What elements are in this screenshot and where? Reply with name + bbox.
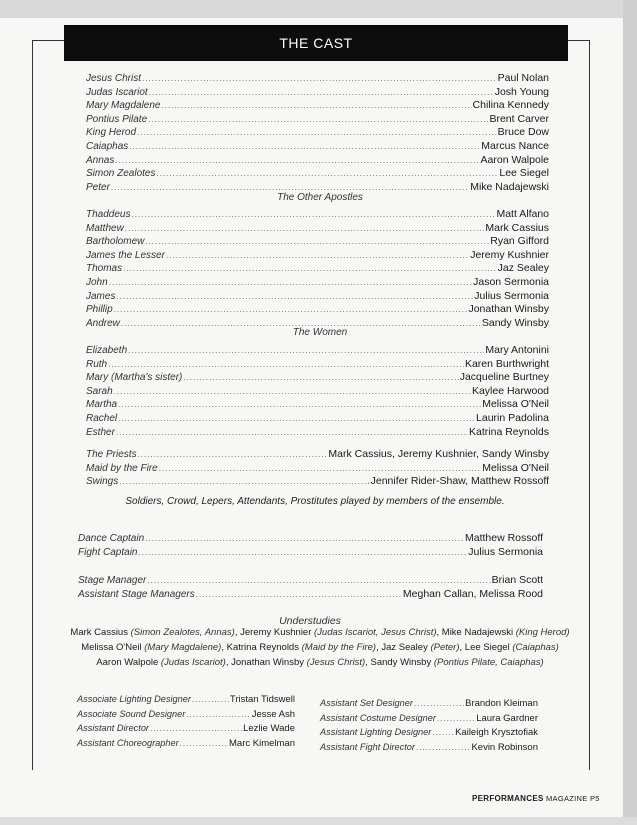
cast-row	[86, 167, 549, 180]
role-name: Assistant Fight Director	[320, 741, 415, 752]
cast-row	[86, 385, 549, 398]
cast-row	[86, 426, 549, 439]
dot-leader	[432, 726, 454, 739]
cast-row	[86, 86, 549, 99]
actor-name: Kaylee Harwood	[471, 384, 549, 397]
understudy-roles: (Pontius Pilate, Caiaphas)	[433, 657, 544, 668]
dot-leader	[116, 426, 468, 439]
understudy-roles: (Jesus Christ)	[306, 657, 366, 668]
cast-row	[86, 303, 549, 316]
actor-name: Mike Nadajewski	[470, 180, 549, 193]
actor-name: Jaz Sealey	[497, 262, 549, 275]
understudy-line: Mark Cassius (Simon Zealotes, Annas), Jeremy Kushnier (Judas Iscariot, Jesus Christ), Mike Nadajewski (King Herod)	[70, 627, 570, 638]
dot-leader	[142, 72, 497, 85]
understudy-roles: (Caiaphas)	[512, 642, 559, 653]
page-edge-bottom	[0, 817, 637, 825]
actor-name: Lee Siegel	[499, 167, 549, 180]
actor-name: Matthew Rossoff	[464, 532, 543, 544]
role-name: Assistant Set Designer	[320, 698, 413, 708]
cast-row	[86, 154, 549, 167]
dot-leader	[116, 290, 473, 303]
actor-name: Chilina Kennedy	[472, 99, 549, 112]
dot-leader	[145, 532, 464, 545]
understudy-name: Jonathan Winsby	[231, 657, 304, 668]
dot-leader	[159, 462, 482, 475]
role-name: Assistant Costume Designer	[320, 712, 436, 723]
actor-name: Marc Kimelman	[229, 737, 295, 749]
role-name: Thaddeus	[86, 209, 131, 220]
cast-row	[86, 475, 549, 488]
frame-border-top-right	[568, 40, 590, 41]
actor-name: Kaileigh Krysztofiak	[455, 727, 538, 738]
cast-row	[86, 398, 549, 411]
actor-name: Jeremy Kushnier	[470, 248, 549, 261]
dot-leader	[437, 712, 475, 725]
actor-name: Karen Burthwright	[464, 357, 549, 370]
dot-leader	[186, 708, 250, 721]
cast-row	[320, 741, 538, 754]
dot-leader	[414, 697, 464, 710]
dot-leader	[114, 385, 471, 398]
dot-leader	[150, 722, 242, 735]
understudy-roles: (King Herod)	[515, 627, 570, 638]
role-name: Bartholomew	[86, 236, 145, 248]
understudy-roles: (Mary Magdalene)	[144, 642, 222, 653]
women-heading: The Women	[292, 327, 348, 338]
cast-row	[86, 99, 549, 112]
dot-leader	[149, 86, 494, 99]
role-name: Associate Lighting Designer	[77, 694, 191, 704]
cast-row	[77, 722, 295, 735]
frame-border-top-left	[32, 40, 64, 41]
dot-leader	[118, 412, 475, 425]
actor-name: Josh Young	[494, 85, 549, 98]
actor-name: Laurin Padolina	[476, 412, 549, 424]
dot-leader	[137, 126, 497, 139]
actor-name: Marcus Nance	[481, 140, 549, 152]
role-name: Thomas	[86, 263, 123, 275]
role-name: Mary Magdalene	[86, 100, 161, 112]
cast-row	[78, 574, 543, 587]
role-name: Stage Manager	[78, 575, 147, 586]
cast-row	[86, 262, 549, 275]
cast-row	[320, 712, 538, 725]
actor-name: Mark Cassius	[485, 221, 549, 234]
dot-leader	[138, 448, 328, 461]
frame-border-left	[32, 40, 33, 770]
actor-name: Brent Carver	[489, 112, 549, 125]
actor-name: Tristan Tidswell	[229, 694, 295, 705]
dot-leader	[129, 140, 480, 153]
cast-row	[86, 222, 549, 235]
role-name: Fight Captain	[78, 546, 138, 558]
actor-name: Matt Alfano	[496, 208, 549, 220]
apostles-heading: The Other Apostles	[277, 192, 363, 203]
actor-name: Julius Sermonia	[474, 289, 549, 302]
understudy-name: Jaz Sealey	[381, 642, 428, 653]
cast-row	[86, 412, 549, 425]
role-name: Matthew	[86, 222, 124, 234]
understudy-name: Mark Cassius	[70, 627, 128, 638]
page-footer	[472, 794, 600, 803]
actor-name: Kevin Robinson	[471, 741, 538, 753]
understudies-heading: Understudies	[279, 615, 341, 627]
cast-row	[86, 276, 549, 289]
understudy-line: Aaron Walpole (Judas Iscariot), Jonathan Winsby (Jesus Christ), Sandy Winsby (Pontius Pilate, Caiaphas)	[96, 657, 544, 668]
understudy-roles: (Maid by the Fire)	[301, 642, 377, 653]
dot-leader	[109, 276, 472, 289]
magazine-label: MAGAZINE	[546, 794, 588, 803]
role-name: Simon Zealotes	[86, 168, 156, 180]
cast-row	[86, 208, 549, 221]
cast-row	[86, 448, 549, 461]
actor-name: Mark Cassius, Jeremy Kushnier, Sandy Winsby	[328, 448, 549, 460]
actor-name: Bruce Dow	[497, 126, 549, 139]
role-name: Assistant Stage Managers	[78, 589, 195, 601]
cast-row	[77, 708, 295, 721]
understudy-name: Mike Nadajewski	[441, 627, 514, 638]
cast-row	[86, 290, 549, 303]
role-name: King Herod	[86, 127, 137, 139]
role-name: James the Lesser	[86, 249, 165, 261]
actor-name: Paul Nolan	[497, 72, 549, 84]
dot-leader	[166, 249, 469, 262]
dot-leader	[183, 371, 458, 384]
dot-leader	[114, 303, 468, 316]
understudy-roles: (Judas Iscariot, Jesus Christ)	[314, 627, 437, 638]
dot-leader	[119, 475, 369, 488]
role-name: Caiaphas	[86, 141, 129, 152]
role-name: Andrew	[86, 317, 120, 329]
actor-name: Melissa O'Neil	[482, 398, 549, 411]
page-edge-right	[623, 0, 637, 825]
dot-leader	[138, 546, 467, 559]
cast-row	[320, 697, 538, 710]
dot-leader	[161, 99, 471, 112]
actor-name: Jason Sermonia	[473, 276, 549, 288]
dot-leader	[196, 588, 402, 601]
role-name: James	[86, 290, 116, 302]
dot-leader	[125, 222, 485, 235]
understudy-name: Lee Siegel	[464, 642, 510, 653]
role-name: Dance Captain	[78, 533, 145, 544]
cast-row	[86, 358, 549, 371]
cast-row	[86, 235, 549, 248]
understudy-name: Melissa O'Neil	[81, 642, 142, 653]
actor-name: Brian Scott	[491, 574, 543, 586]
actor-name: Mary Antonini	[485, 344, 549, 356]
understudy-line: Melissa O'Neil (Mary Magdalene), Katrina Reynolds (Maid by the Fire), Jaz Sealey (Peter), Lee Siegel (Caiaphas)	[81, 642, 559, 653]
dot-leader	[180, 737, 228, 750]
actor-name: Katrina Reynolds	[469, 425, 549, 438]
role-name: Assistant Director	[77, 723, 149, 733]
role-name: Maid by the Fire	[86, 462, 158, 474]
understudy-name: Katrina Reynolds	[226, 642, 299, 653]
understudy-roles: (Judas Iscariot)	[160, 657, 226, 668]
actor-name: Jennifer Rider-Shaw, Matthew Rossoff	[370, 475, 549, 488]
page-edge-top	[0, 0, 637, 18]
cast-row	[320, 726, 538, 739]
dot-leader	[416, 741, 470, 754]
actor-name: Jacqueline Burtney	[459, 371, 549, 384]
role-name: Swings	[86, 476, 119, 488]
role-name: Ruth	[86, 358, 108, 370]
dot-leader	[148, 113, 488, 126]
cast-row	[86, 344, 549, 357]
role-name: Annas	[86, 154, 115, 166]
cast-row	[86, 72, 549, 85]
cast-row	[77, 693, 295, 706]
dot-leader	[156, 167, 498, 180]
cast-row	[86, 371, 549, 384]
actor-name: Aaron Walpole	[480, 153, 549, 166]
role-name: Sarah	[86, 385, 113, 397]
role-name: Jesus Christ	[86, 73, 142, 84]
role-name: Elizabeth	[86, 345, 128, 356]
page-number: P5	[589, 794, 600, 803]
role-name: Esther	[86, 426, 115, 438]
magazine-name: PERFORMANCES	[472, 794, 544, 803]
actor-name: Sandy Winsby	[481, 316, 549, 329]
cast-row	[77, 737, 295, 750]
cast-row	[78, 588, 543, 601]
actor-name: Brandon Kleiman	[465, 698, 538, 709]
understudy-roles: (Simon Zealotes, Annas)	[130, 627, 235, 638]
actor-name: Meghan Callan, Melissa Rood	[402, 588, 543, 601]
actor-name: Julius Sermonia	[468, 545, 543, 558]
dot-leader	[118, 398, 481, 411]
cast-row	[78, 546, 543, 559]
cast-row	[86, 113, 549, 126]
section-title: THE CAST	[64, 25, 568, 61]
role-name: Phillip	[86, 304, 113, 316]
cast-row	[86, 462, 549, 475]
dot-leader	[115, 154, 479, 167]
role-name: Assistant Lighting Designer	[320, 727, 432, 737]
understudy-name: Aaron Walpole	[96, 657, 159, 668]
role-name: Martha	[86, 399, 118, 411]
role-name: Mary (Martha's sister)	[86, 372, 183, 384]
dot-leader	[147, 574, 490, 587]
cast-row	[86, 126, 549, 139]
actor-name: Melissa O'Neil	[482, 461, 549, 474]
dot-leader	[192, 693, 229, 706]
dot-leader	[131, 208, 495, 221]
role-name: Peter	[86, 181, 110, 193]
role-name: Judas Iscariot	[86, 86, 148, 98]
dot-leader	[128, 344, 484, 357]
role-name: The Priests	[86, 449, 137, 460]
dot-leader	[123, 262, 497, 275]
role-name: Rachel	[86, 413, 118, 424]
actor-name: Laura Gardner	[476, 712, 538, 724]
cast-row	[86, 249, 549, 262]
actor-name: Ryan Gifford	[490, 235, 549, 248]
actor-name: Jesse Ash	[251, 708, 295, 720]
understudy-name: Jeremy Kushnier	[240, 627, 312, 638]
understudy-name: Sandy Winsby	[370, 657, 432, 668]
cast-row	[78, 532, 543, 545]
understudy-roles: (Peter)	[430, 642, 460, 653]
actor-name: Lezlie Wade	[243, 723, 295, 734]
role-name: John	[86, 277, 108, 288]
actor-name: Jonathan Winsby	[468, 303, 549, 316]
dot-leader	[108, 358, 464, 371]
role-name: Pontius Pilate	[86, 113, 148, 125]
cast-row	[86, 140, 549, 153]
ensemble-note: Soldiers, Crowd, Lepers, Attendants, Prostitutes played by members of the ensemble.	[125, 496, 505, 507]
dot-leader	[145, 235, 489, 248]
role-name: Assistant Choreographer	[77, 737, 179, 748]
role-name: Associate Sound Designer	[77, 708, 186, 719]
